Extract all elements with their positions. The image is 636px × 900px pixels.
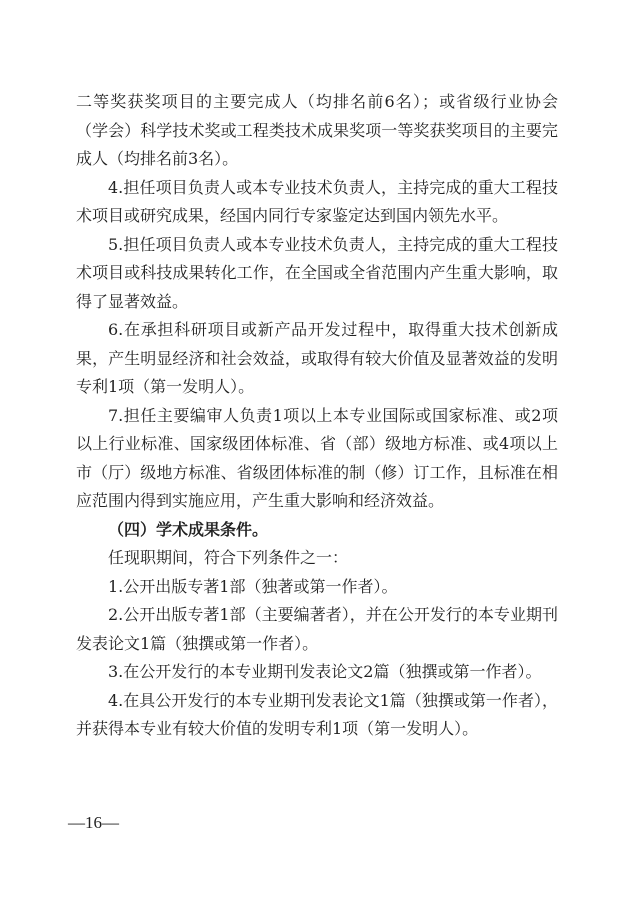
page-number: —16— <box>68 813 119 832</box>
condition-item-1: 1.公开出版专著1部（独著或第一作者）。 <box>108 576 398 596</box>
paragraph-item-5: 5.担任项目负责人或本专业技术负责人，主持完成的重大工程技术项目或科技成果转化工作，在全国或全省范围内产生重大影响，取得了显著效益。 <box>76 234 558 311</box>
paragraph-continuation: 二等奖获奖项目的主要完成人（均排名前6名）；或省级行业协会（学会）科学技术奖或工程类技术成果奖项一等奖获奖项目的主要完成人（均排名前3名）。 <box>76 92 558 168</box>
paragraph-item-4: 4.担任项目负责人或本专业技术负责人，主持完成的重大工程技术项目或研究成果，经国内同行专家鉴定达到国内领先水平。 <box>76 177 558 225</box>
condition-item-4: 4.在具公开发行的本专业期刊发表论文1篇（独撰或第一作者），并获得本专业有较大价值的发明专利1项（第一发明人）。 <box>76 690 558 738</box>
section-intro: 任现职期间，符合下列条件之一： <box>108 548 349 567</box>
paragraph-item-6: 6.在承担科研项目或新产品开发过程中，取得重大技术创新成果，产生明显经济和社会效益，或取得有较大价值及显著效益的发明专利1项（第一发明人）。 <box>76 320 558 396</box>
paragraph-item-7: 7.担任主要编审人负责1项以上本专业国际或国家标准、或2项以上行业标准、国家级团体标准、省（部）级地方标准、或4项以上市（厅）级地方标准、省级团体标准的制（修）订工作，且标准在相应范围内得到实施应用，产生重大影响和经济效益。 <box>76 405 558 510</box>
condition-item-2: 2.公开出版专著1部（主要编著者），并在公开发行的本专业期刊发表论文1篇（独撰或第一作者）。 <box>76 605 558 653</box>
section-heading: （四）学术成果条件。 <box>108 519 269 539</box>
condition-item-3: 3.在公开发行的本专业期刊发表论文2篇（独撰或第一作者）。 <box>108 662 542 681</box>
document-body <box>76 88 558 744</box>
